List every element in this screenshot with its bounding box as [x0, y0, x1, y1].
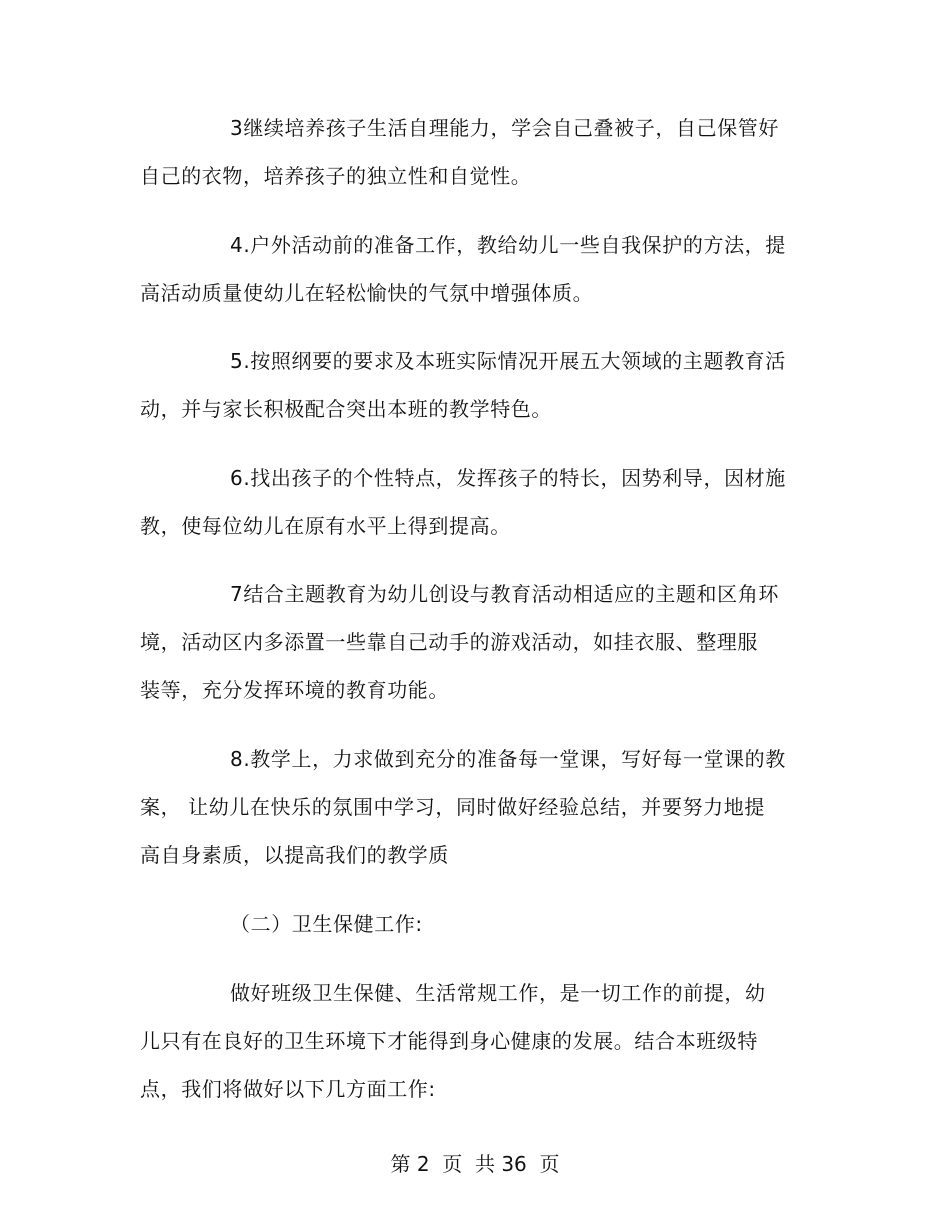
- paragraph-2-line-2: 高活动质量使幼儿在轻松愉快的气氛中增强体质。: [140, 281, 594, 305]
- paragraph-1-line-1: 3继续培养孩子生活自理能力，学会自己叠被子，自己保管好: [230, 116, 779, 140]
- paragraph-8-line-2: 儿只有在良好的卫生环境下才能得到身心健康的发展。结合本班级特: [140, 1029, 758, 1053]
- paragraph-6-line-2: 案， 让幼儿在快乐的氛围中学习，同时做好经验总结，并要努力地提: [140, 795, 765, 819]
- paragraph-5-line-2: 境，活动区内多添置一些靠自己动手的游戏活动，如挂衣服、整理服: [140, 630, 758, 654]
- paragraph-1-line-2: 自己的衣物，培养孩子的独立性和自觉性。: [140, 164, 532, 188]
- paragraph-3-line-1: 5.按照纲要的要求及本班实际情况开展五大领域的主题教育活: [230, 349, 786, 373]
- paragraph-8-line-3: 点，我们将做好以下几方面工作:: [140, 1077, 436, 1101]
- paragraph-5-line-1: 7结合主题教育为幼儿创设与教育活动相适应的主题和区角环: [230, 582, 779, 606]
- paragraph-6-line-3: 高自身素质，以提高我们的教学质: [140, 843, 449, 867]
- paragraph-4-line-1: 6.找出孩子的个性特点，发挥孩子的特长，因势利导，因材施: [230, 466, 786, 490]
- page-number-footer: 第 2 页 共 36 页: [390, 1152, 560, 1176]
- paragraph-5-line-3: 装等，充分发挥环境的教育功能。: [140, 678, 449, 702]
- paragraph-6-line-1: 8.教学上，力求做到充分的准备每一堂课，写好每一堂课的教: [230, 747, 786, 771]
- paragraph-2-line-1: 4.户外活动前的准备工作，教给幼儿一些自我保护的方法，提: [230, 233, 786, 257]
- paragraph-8-line-1: 做好班级卫生保健、生活常规工作，是一切工作的前提，幼: [230, 981, 766, 1005]
- paragraph-3-line-2: 动，并与家长积极配合突出本班的教学特色。: [140, 397, 552, 421]
- section-heading: （二）卫生保健工作:: [230, 912, 423, 936]
- paragraph-4-line-2: 教，使每位幼儿在原有水平上得到提高。: [140, 514, 511, 538]
